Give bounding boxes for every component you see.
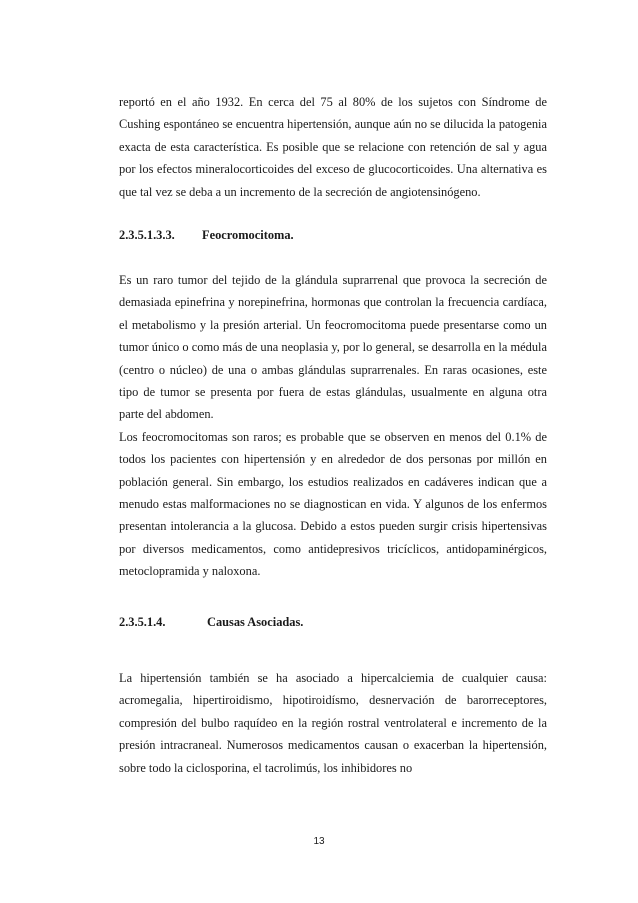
paragraph: reportó en el año 1932. En cerca del 75 al 80% de los sujetos con Síndrome de Cushing espontáneo se encuentra hipertensión, aunque aún no se dilucida la patogenia exacta de esta característica. Es posible que se relacione con retención de sal y agua por los efectos mineralocorticoides del exceso de glucocorticoides. Una alternativa es que tal vez se deba a un incremento de la secreción de angiotensinógeno. (119, 95, 547, 199)
section-title: Causas Asociadas. (207, 615, 304, 629)
paragraph: Los feocromocitomas son raros; es probable que se observen en menos del 0.1% de todos los pacientes con hipertensión y en alrededor de dos personas por millón en población general. Sin embargo, los estudios realizados en cadáveres indican que a menudo estas malformaciones no se diagnostican en vida. Y algunos de los enfermos presentan intolerancia a la glucosa. Debido a estos pueden surgir crisis hipertensivas por diversos medicamentos, como antidepresivos tricíclicos, antidopaminérgicos, metoclopramida y naloxona. (119, 429, 547, 579)
section-number: 2.3.5.1.3.3. (119, 228, 175, 242)
section-heading-feocromocitoma (119, 224, 294, 246)
section-number: 2.3.5.1.4. (119, 615, 166, 629)
paragraph: La hipertensión también se ha asociado a hipercalciemia de cualquier causa: acromegalia, hipertiroidismo, hipotiroidísmo, desnervación de barorreceptores, compresión del bulbo raquídeo en la región rostral ventrolateral e incremento de la presión intracraneal. Numerosos medicamentos causan o exacerban la hipertensión, sobre todo la ciclosporina, el tacrolimús, los inhibidores no (119, 671, 547, 775)
section-title: Feocromocitoma. (202, 228, 294, 242)
section-body-causas-asociadas (119, 667, 547, 779)
paragraph-continuation (119, 91, 547, 203)
page-number: 13 (313, 836, 325, 847)
paragraph: Es un raro tumor del tejido de la glándula suprarrenal que provoca la secreción de demasiada epinefrina y norepinefrina, hormonas que controlan la frecuencia cardíaca, el metabolismo y la presión arterial. Un feocromocitoma puede presentarse como un tumor único o como más de una neoplasia y, por lo general, se desarrolla en la médula (centro o núcleo) de una o ambas glándulas suprarrenales. En raras ocasiones, este tipo de tumor se presenta por fuera de estas glándulas, usualmente en alguna otra parte del abdomen. (119, 273, 547, 422)
section-heading-causas-asociadas (119, 611, 303, 633)
section-body-feocromocitoma (119, 269, 547, 583)
